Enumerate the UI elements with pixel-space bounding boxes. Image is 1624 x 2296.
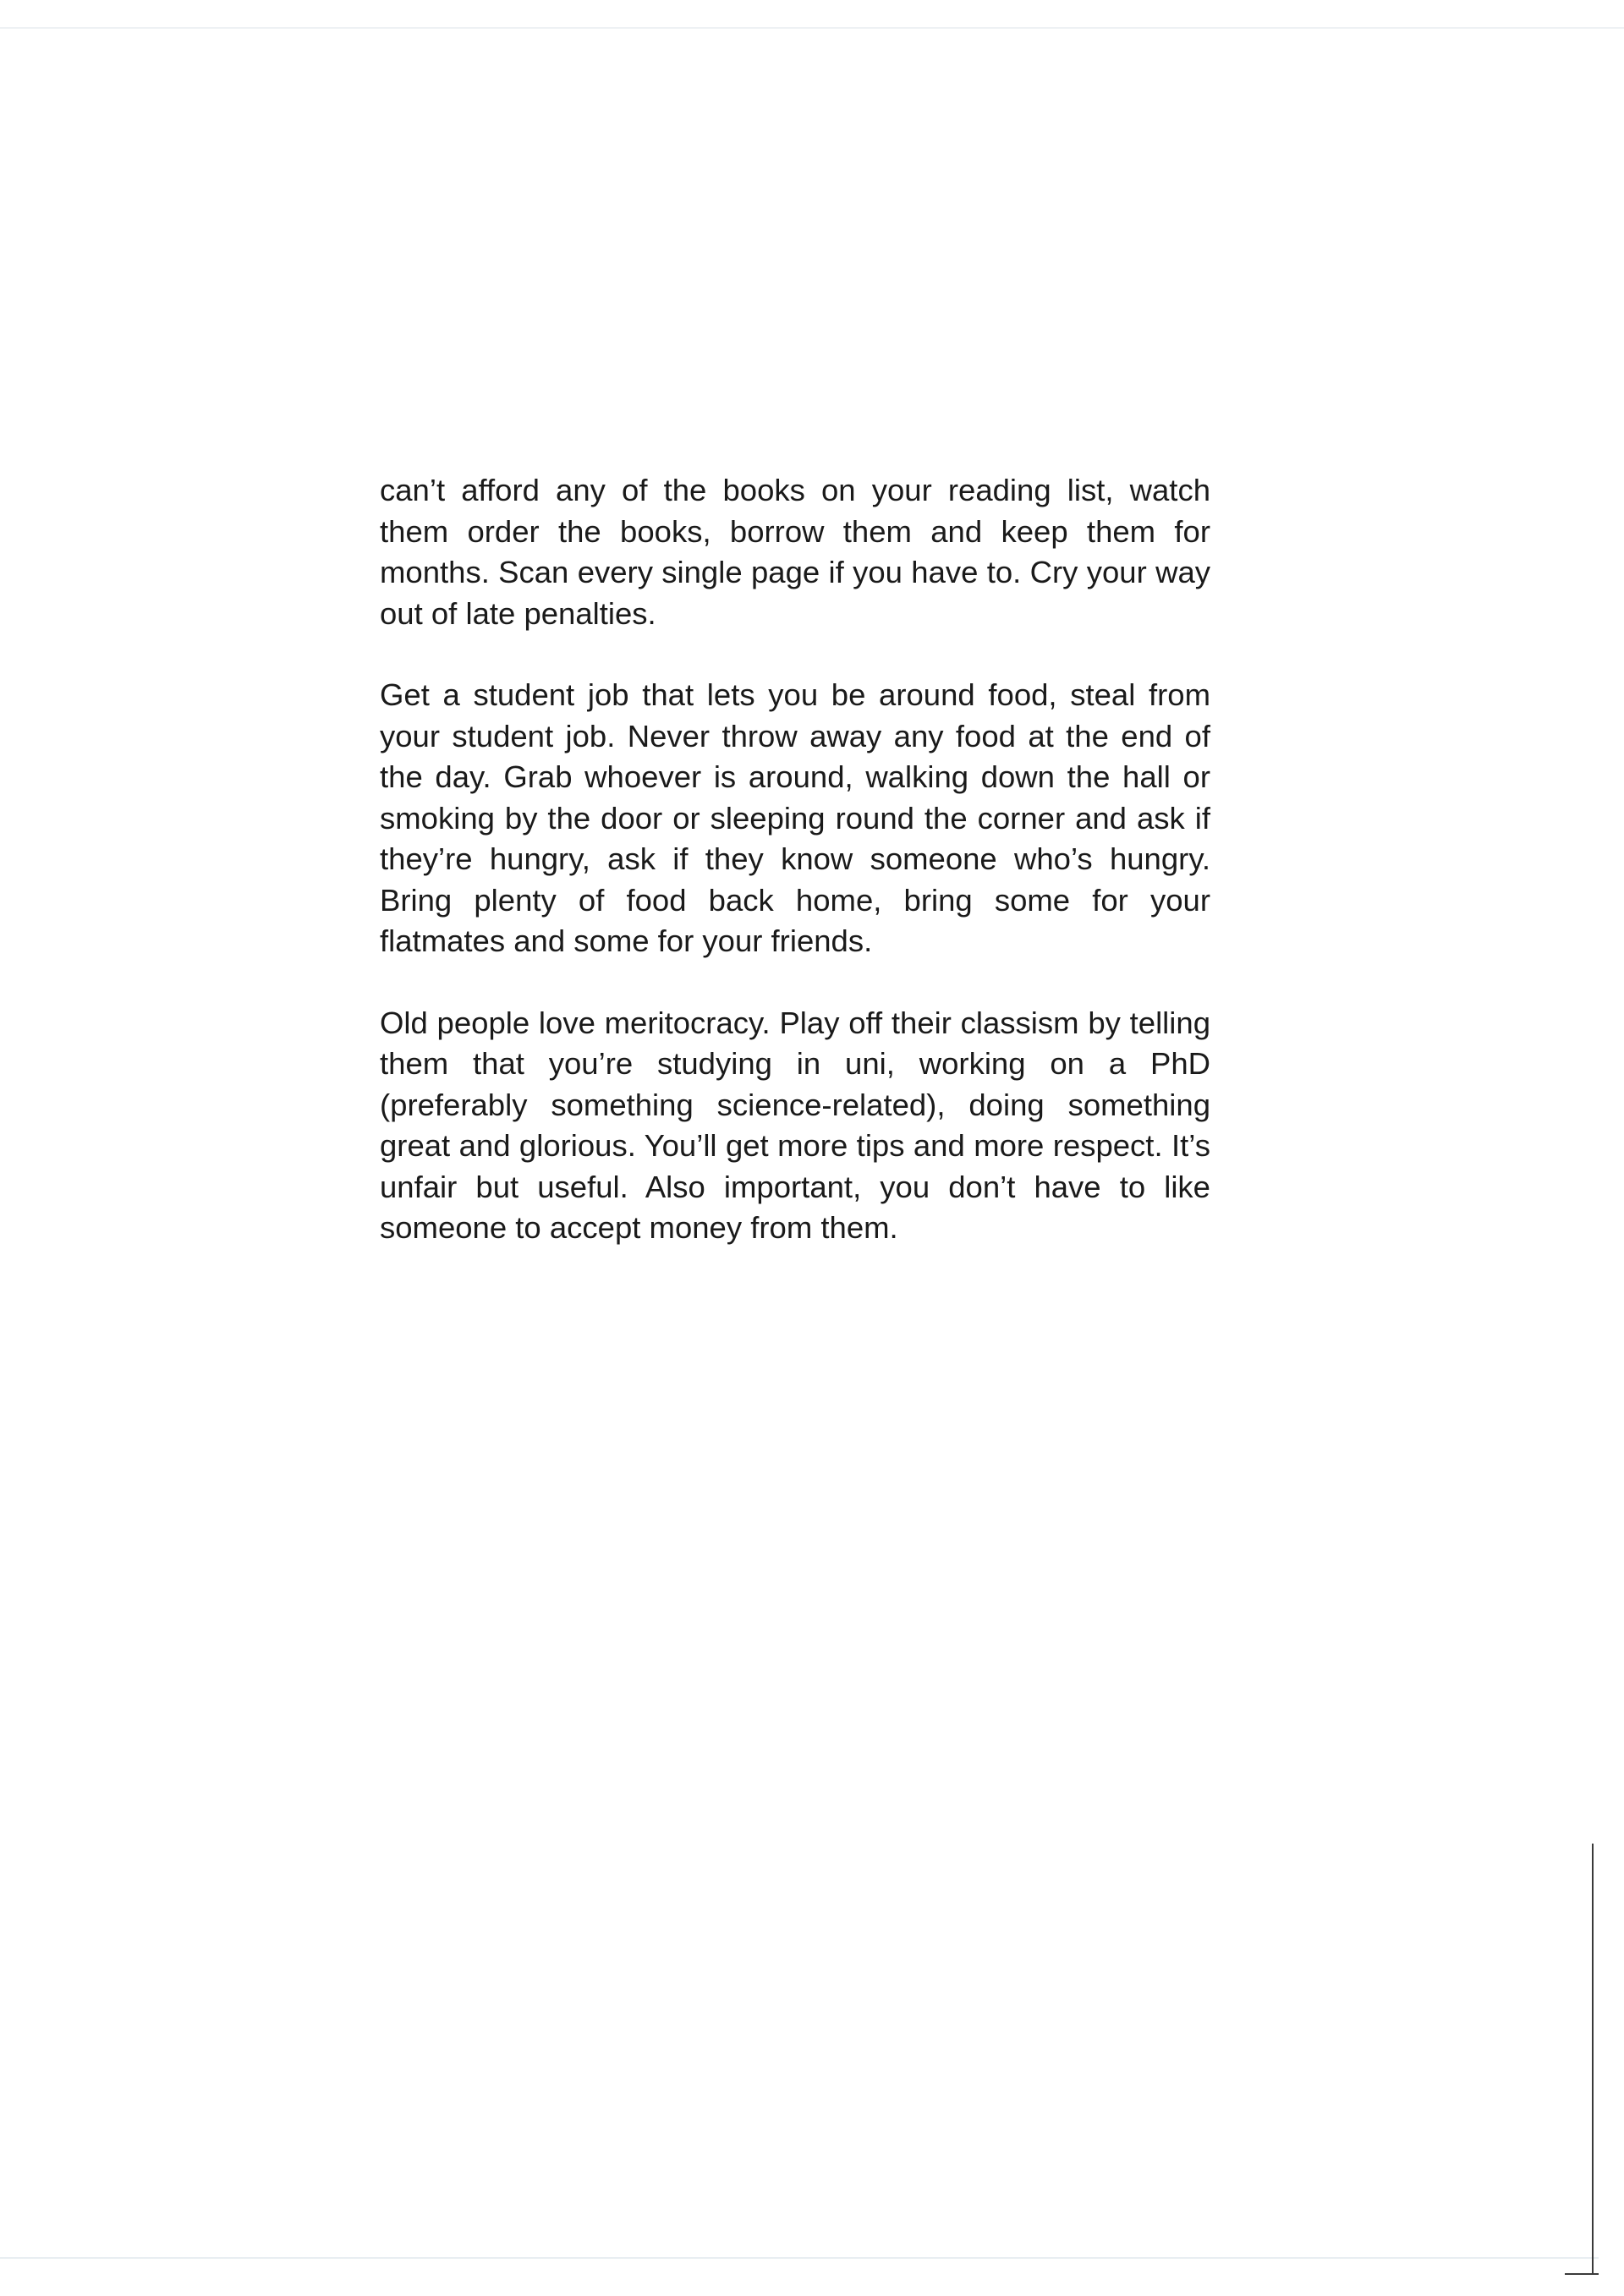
scan-edge-right <box>1592 1844 1594 2275</box>
paragraph-reading-list: can’t afford any of the books on your reading list, watch them order the books, borrow them and keep them for months. Scan every single page if you have to. Cry your way out of late penalties. <box>380 473 1210 631</box>
body-text <box>380 470 1210 1290</box>
paragraph-meritocracy: Old people love meritocracy. Play off their classism by telling them that you’re studying in uni, working on a PhD (preferably something science-related), doing something great and glorious. You’ll get more tips and more respect. It’s unfair but useful. Also important, you don’t have to like someone to accept money from them. <box>380 1005 1210 1245</box>
scan-edge-top <box>0 27 1624 29</box>
paragraph-student-job: Get a student job that lets you be around food, steal from your student job. Never throw away any food at the end of the day. Grab whoever is around, walking down the hall or smoking by the door or sleeping round the corner and ask if they’re hungry, ask if they know someone who’s hungry. Bring plenty of food back home, bring some for your flatmates and some for your friends. <box>380 677 1210 958</box>
scan-corner <box>1565 2273 1599 2275</box>
scan-edge-bottom <box>0 2257 1599 2259</box>
